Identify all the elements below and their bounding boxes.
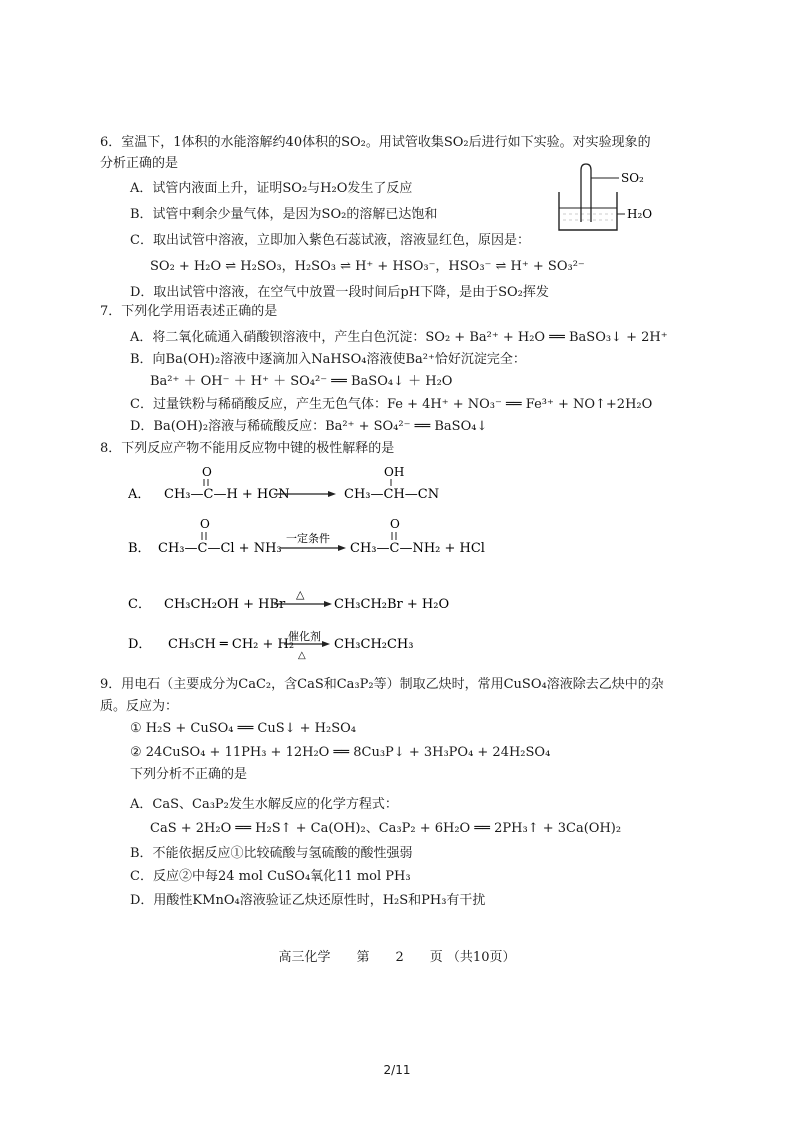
test-tube-apparatus-figure bbox=[555, 160, 665, 235]
q8-reactions-figure bbox=[128, 462, 508, 667]
q8-b-product: CH₃—C—NH₂ + HCl bbox=[350, 541, 485, 556]
q9-option-d: D．用酸性KMnO₄溶液验证乙炔还原性时，H₂S和PH₃有干扰 bbox=[130, 893, 486, 908]
q8-b-product-oxygen: O bbox=[390, 517, 400, 531]
q9-option-b: B．不能依据反应①比较硫酸与氢硫酸的酸性强弱 bbox=[130, 846, 413, 861]
q6-option-c: C．取出试管中溶液，立即加入紫色石蕊试液，溶液显红色，原因是： bbox=[130, 233, 530, 248]
q8-d-condition-top: 催化剂 bbox=[288, 630, 321, 643]
so2-label: SO₂ bbox=[621, 171, 644, 185]
q6-option-d: D．取出试管中溶液，在空气中放置一段时间后pH下降，是由于SO₂挥发 bbox=[130, 285, 549, 300]
q9-ask: 下列分析不正确的是 bbox=[130, 767, 248, 782]
q9-stem-line1: 9．用电石（主要成分为CaC₂，含CaS和Ca₃P₂等）制取乙炔时，常用CuSO₄溶液除去乙炔中的杂 bbox=[100, 677, 664, 692]
q9-reaction-1: ① H₂S + CuSO₄ ══ CuS↓ + H₂SO₄ bbox=[130, 721, 357, 736]
q8-c-label: C． bbox=[128, 597, 151, 612]
q8-b-oxygen: O bbox=[200, 517, 210, 531]
q6-stem-line1: 6．室温下，1体积的水能溶解约40体积的SO₂。用试管收集SO₂后进行如下实验。对实验现象的 bbox=[100, 135, 651, 150]
q8-b-condition: 一定条件 bbox=[286, 532, 330, 545]
q6-stem-line2: 分析正确的是 bbox=[100, 156, 179, 171]
q8-b-reactants: CH₃—C—Cl + NH₃ bbox=[158, 541, 282, 556]
q8-stem: 8．下列反应产物不能用反应物中键的极性解释的是 bbox=[100, 441, 395, 456]
page-footer: 高三化学 第 2 页 （共10页） bbox=[278, 950, 516, 965]
q9-option-a-equation: CaS + 2H₂O ══ H₂S↑ + Ca(OH)₂、Ca₃P₂ + 6H₂O ══ 2PH₃↑ + 3Ca(OH)₂ bbox=[150, 821, 622, 836]
q8-d-label: D． bbox=[128, 637, 152, 652]
q8-c-reactants: CH₃CH₂OH + HBr bbox=[164, 597, 286, 612]
q8-d-product: CH₃CH₂CH₃ bbox=[334, 637, 414, 652]
q8-c-product: CH₃CH₂Br + H₂O bbox=[334, 597, 450, 612]
q8-d-reactants: CH₃CH ═ CH₂ + H₂ bbox=[168, 637, 295, 652]
q9-reaction-2: ② 24CuSO₄ + 11PH₃ + 12H₂O ══ 8Cu₃P↓ + 3H₃PO₄ + 24H₂SO₄ bbox=[130, 745, 551, 760]
q8-a-label: A． bbox=[128, 487, 151, 502]
q7-option-d: D．Ba(OH)₂溶液与稀硫酸反应：Ba²⁺ + SO₄²⁻ ══ BaSO₄↓ bbox=[130, 419, 488, 434]
q7-option-c: C．过量铁粉与稀硝酸反应，产生无色气体：Fe + 4H⁺ + NO₃⁻ ══ Fe³⁺ + NO↑+2H₂O bbox=[130, 397, 653, 412]
q7-option-a: A．将二氧化硫通入硝酸钡溶液中，产生白色沉淀：SO₂ + Ba²⁺ + H₂O ══ BaSO₃↓ + 2H⁺ bbox=[130, 330, 668, 345]
q6-option-c-equation: SO₂ + H₂O ⇌ H₂SO₃，H₂SO₃ ⇌ H⁺ + HSO₃⁻，HSO₃⁻ ⇌ H⁺ + SO₃²⁻ bbox=[150, 259, 585, 274]
q9-stem-line2: 质。反应为： bbox=[100, 699, 179, 714]
page-number: 2/11 bbox=[383, 1063, 411, 1077]
q8-d-condition-bottom: △ bbox=[298, 650, 306, 661]
q6-option-b: B．试管中剩余少量气体，是因为SO₂的溶解已达饱和 bbox=[130, 207, 438, 222]
q6-option-a: A．试管内液面上升，证明SO₂与H₂O发生了反应 bbox=[130, 181, 413, 196]
q8-a-product: CH₃—CH—CN bbox=[344, 487, 440, 502]
q8-b-label: B． bbox=[128, 541, 151, 556]
q8-a-hydroxyl: OH bbox=[384, 465, 405, 479]
q7-option-b-equation: Ba²⁺ ＋ OH⁻ ＋ H⁺ ＋ SO₄²⁻ ══ BaSO₄↓ ＋ H₂O bbox=[150, 374, 453, 389]
q8-a-reactants: CH₃—C—H + HCN bbox=[164, 487, 290, 502]
q9-option-a: A．CaS、Ca₃P₂发生水解反应的化学方程式： bbox=[130, 797, 398, 812]
q7-option-b: B．向Ba(OH)₂溶液中逐滴加入NaHSO₄溶液使Ba²⁺恰好沉淀完全： bbox=[130, 352, 526, 367]
q8-a-oxygen: O bbox=[202, 465, 212, 479]
q7-stem: 7．下列化学用语表述正确的是 bbox=[100, 304, 278, 319]
q8-c-condition: △ bbox=[296, 588, 305, 601]
h2o-label: H₂O bbox=[627, 207, 653, 221]
q9-option-c: C．反应②中每24 mol CuSO₄氧化11 mol PH₃ bbox=[130, 869, 411, 884]
